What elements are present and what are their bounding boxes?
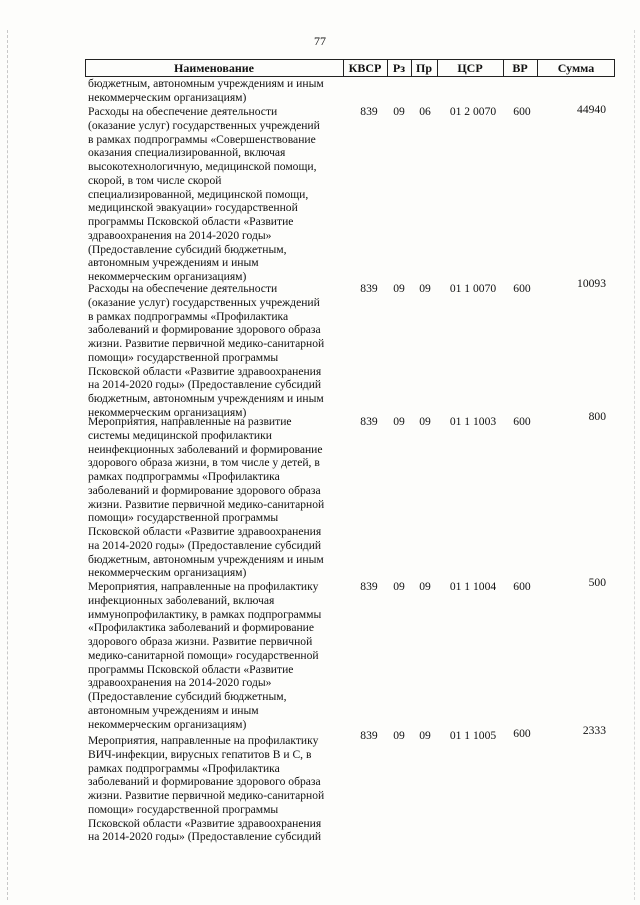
page-number: 77 — [314, 34, 326, 48]
row-rz: 09 — [393, 282, 405, 295]
row-csr: 01 1 1005 — [449, 729, 497, 742]
row-csr: 01 1 1004 — [449, 580, 497, 593]
scan-margin-left — [7, 30, 8, 900]
row-sum: 500 — [588, 576, 606, 589]
row-name: Мероприятия, направленные на развитие системы медицинской профилактики неинфекционных заболеваний и формирование здорового образа жизни, в том числе у детей, в рамках подпрограммы «Профилактика заболеваний и формирование здорового образа жизни. Развитие первичной медико-санитарной помощи» государственной программы Псковской области «Развитие здравоохранения на 2014-2020 годы» (Предоставление субсидий бюджетным, автономным учреждениям и иным некоммерческим организациям) — [88, 415, 325, 580]
row-kvsr: 839 — [360, 282, 378, 295]
row-csr: 01 1 0070 — [449, 282, 497, 295]
header-kvsr: КВСР — [348, 61, 382, 75]
row-name: Расходы на обеспечение деятельности (оказание услуг) государственных учреждений в рамках подпрограммы «Совершенствование оказания специализированной, включая высокотехнологичную, медицинской помощи, скорой, в том числе скорой специализированной, медицинской помощи, медицинской эвакуации» государственной программы Псковской области «Развитие здравоохранения на 2014-2020 годы» (Предоставление субсидий бюджетным, автономным учреждениям и иным некоммерческим организациям) — [88, 105, 320, 283]
row-rz: 09 — [393, 729, 405, 742]
row-pr: 09 — [419, 282, 431, 295]
row-csr: 01 2 0070 — [449, 105, 497, 118]
row-vr: 600 — [513, 580, 531, 593]
continuation-text: бюджетным, автономным учреждениям и иным некоммерческим организациям) — [88, 77, 324, 104]
header-rz: Рз — [392, 61, 406, 75]
row-rz: 09 — [393, 105, 405, 118]
row-rz: 09 — [393, 415, 405, 428]
row-pr: 06 — [419, 105, 431, 118]
row-sum: 2333 — [582, 724, 606, 737]
header-vr: ВР — [512, 61, 528, 75]
row-csr: 01 1 1003 — [449, 415, 497, 428]
row-kvsr: 839 — [360, 729, 378, 742]
row-vr: 600 — [513, 415, 531, 428]
table-header — [85, 59, 615, 77]
header-sum: Сумма — [557, 61, 595, 75]
header-pr: Пр — [415, 61, 432, 75]
row-name: Мероприятия, направленные на профилактику инфекционных заболеваний, включая иммунопрофилактику, в рамках подпрограммы «Профилактика заболеваний и формирование здорового образа жизни. Развитие первичной медико-санитарной помощи» государственной программы Псковской области «Развитие здравоохранения на 2014-2020 годы» (Предоставление субсидий бюджетным, автономным учреждениям и иным некоммерческим организациям) — [88, 580, 322, 731]
header-csr: ЦСР — [457, 61, 483, 75]
row-kvsr: 839 — [360, 580, 378, 593]
scan-margin-right — [634, 30, 635, 900]
row-sum: 10093 — [577, 277, 606, 290]
row-name: Мероприятия, направленные на профилактику ВИЧ-инфекции, вирусных гепатитов В и С, в рамках подпрограммы «Профилактика заболеваний и формирование здорового образа жизни. Развитие первичной медико-санитарной помощи» государственной программы Псковской области «Развитие здравоохранения на 2014-2020 годы» (Предоставление субсидий — [88, 734, 325, 844]
row-vr: 600 — [513, 282, 531, 295]
row-sum: 800 — [588, 410, 606, 423]
header-name: Наименование — [174, 61, 254, 75]
row-pr: 09 — [419, 729, 431, 742]
row-kvsr: 839 — [360, 415, 378, 428]
row-pr: 09 — [419, 580, 431, 593]
row-pr: 09 — [419, 415, 431, 428]
row-rz: 09 — [393, 580, 405, 593]
row-sum: 44940 — [577, 103, 606, 116]
row-name: Расходы на обеспечение деятельности (оказание услуг) государственных учреждений в рамках подпрограммы «Профилактика заболеваний и формирование здорового образа жизни. Развитие первичной медико-санитарной помощи» государственной программы Псковской области «Развитие здравоохранения на 2014-2020 годы» (Предоставление субсидий бюджетным, автономным учреждениям и иным некоммерческим организациям) — [88, 282, 325, 419]
row-kvsr: 839 — [360, 105, 378, 118]
row-vr: 600 — [513, 105, 531, 118]
row-vr: 600 — [513, 727, 531, 740]
